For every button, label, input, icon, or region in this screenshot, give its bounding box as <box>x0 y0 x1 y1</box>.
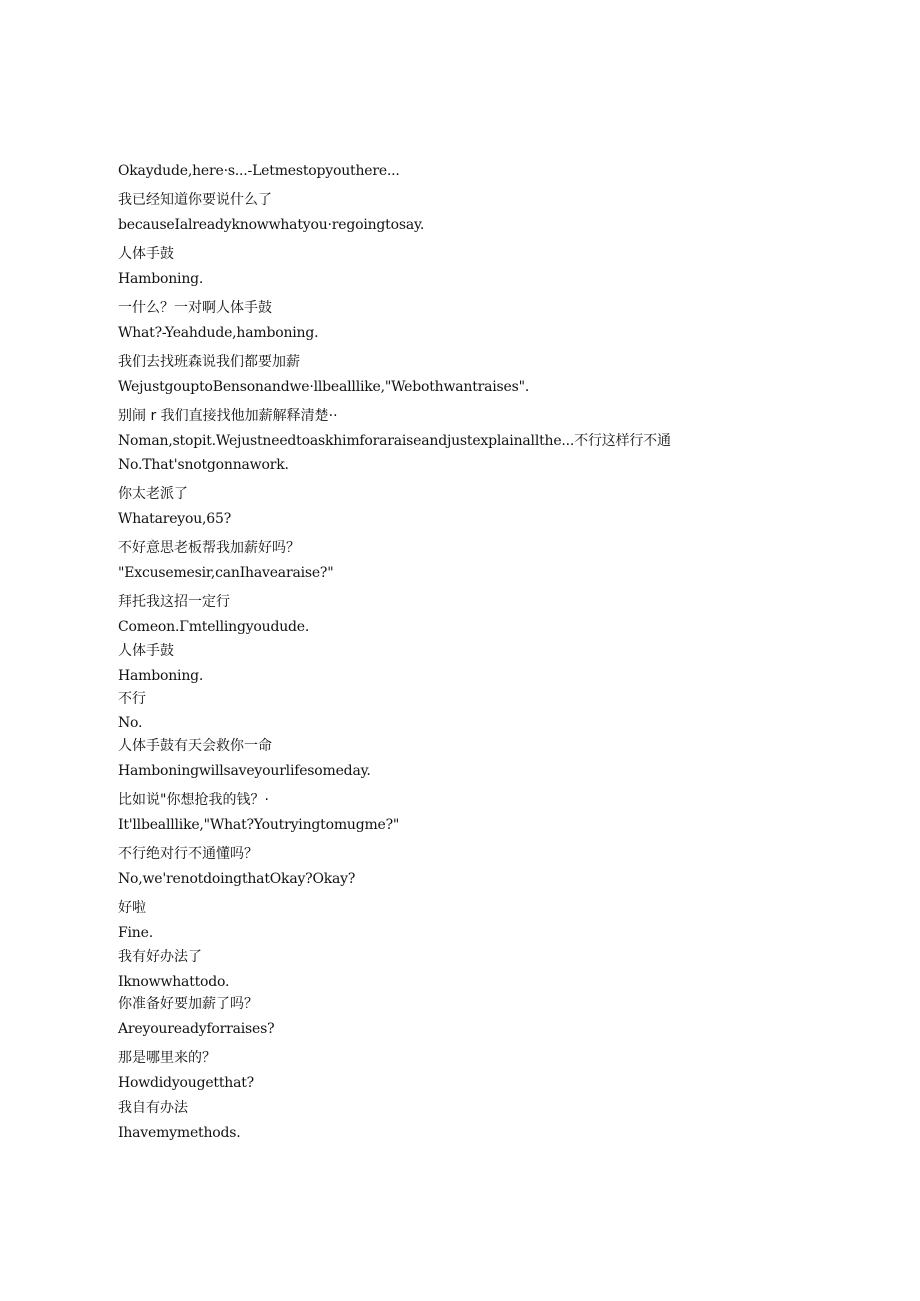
subtitle-line: 不行 <box>118 691 146 707</box>
subtitle-line: 不好意思老板帮我加薪好吗？ <box>118 540 300 556</box>
subtitle-line: 你太老派了 <box>118 486 188 502</box>
subtitle-line: Iknowwhattodo. <box>118 974 230 990</box>
subtitle-line: 你准备好要加薪了吗？ <box>118 996 258 1012</box>
subtitle-line: 人体手鼓 <box>118 643 174 659</box>
subtitle-line: WejustgouptoBensonandwe·llbealllike,"Webothwantraises". <box>118 379 530 395</box>
subtitle-line: becauseIalreadyknowwhatyou·regoingtosay. <box>118 217 425 233</box>
subtitle-line: 我已经知道你要说什么了 <box>118 192 272 208</box>
subtitle-line: Noman,stopit.Wejustneedtoaskhimforaraiseandjustexplainallthe...不行这样行不通 <box>118 433 671 449</box>
subtitle-line: 拜托我这招一定行 <box>118 594 230 610</box>
subtitle-line: 那是哪里来的？ <box>118 1050 216 1066</box>
subtitle-line: 我有好办法了 <box>118 949 202 965</box>
subtitle-line: 比如说"你想抢我的钱？· <box>118 792 269 808</box>
subtitle-line: Hamboningwillsaveyourlifesomeday. <box>118 763 371 779</box>
subtitle-line: Whatareyou,65? <box>118 511 232 527</box>
subtitle-line: No,we'renotdoingthatOkay?Okay? <box>118 871 356 887</box>
subtitle-line: 好啦 <box>118 900 146 916</box>
subtitle-line: Ihavemymethods. <box>118 1125 241 1141</box>
subtitle-line: Comeon.Γmtellingyoudude. <box>118 619 310 635</box>
subtitle-line: It'llbealllike,"What?Youtryingtomugme?" <box>118 817 400 833</box>
subtitle-line: "Excusemesir,canIhavearaise?" <box>118 565 334 581</box>
subtitle-line: Okaydude,here·s...-Letmestopyouthere... <box>118 163 400 179</box>
subtitle-line: Hamboning. <box>118 668 204 684</box>
subtitle-line: Fine. <box>118 925 153 941</box>
subtitle-line: 别闹 r 我们直接找他加薪解释清楚·· <box>118 408 338 424</box>
subtitle-line: No. <box>118 715 143 731</box>
subtitle-line: 不行绝对行不通懂吗？ <box>118 846 258 862</box>
subtitle-line: 一什么？一对啊人体手鼓 <box>118 300 272 316</box>
subtitle-line: What?-Yeahdude,hamboning. <box>118 325 319 341</box>
subtitle-line: 我们去找班森说我们都要加薪 <box>118 354 300 370</box>
subtitle-line: Howdidyougetthat? <box>118 1075 254 1091</box>
subtitle-line: No.That'snotgonnawork. <box>118 457 289 473</box>
subtitle-line: 人体手鼓 <box>118 246 174 262</box>
subtitle-line: 人体手鼓有天会救你一命 <box>118 738 272 754</box>
subtitle-line: Areyoureadyforraises? <box>118 1021 275 1037</box>
subtitle-line: Hamboning. <box>118 271 204 287</box>
subtitle-line: 我自有办法 <box>118 1100 188 1116</box>
